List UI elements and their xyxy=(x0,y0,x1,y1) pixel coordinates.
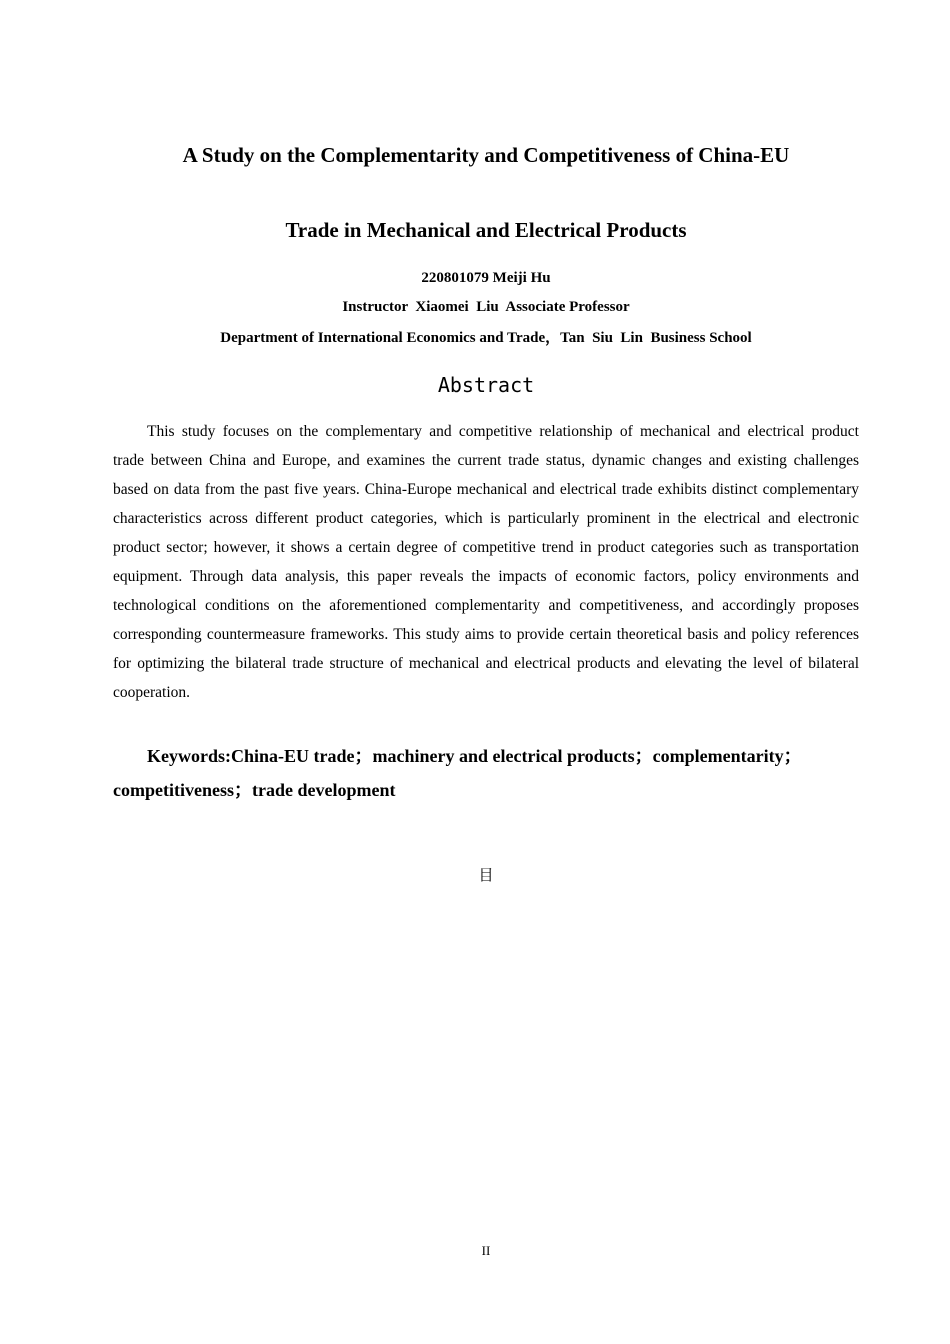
page-number: II xyxy=(481,1243,491,1258)
keywords: Keywords:China-EU trade；machinery and electrical products；complementarity；competitiveness；trade development xyxy=(113,746,802,800)
title-line-1: A Study on the Complementarity and Competitiveness of China-EU xyxy=(182,143,790,167)
toc-heading-fragment: 目 xyxy=(478,866,494,884)
instructor-line: Instructor Xiaomei Liu Associate Professor xyxy=(342,299,630,315)
abstract-heading: Abstract xyxy=(437,373,535,397)
abstract-body: This study focuses on the complementary and competitive relationship of mechanical and electrical product trade between China and Europe, and examines the current trade status, dynamic changes and existing challenges based on data from the past five years. China-Europe mechanical and electrical trade exhibits distinct complementary characteristics across different product categories, which is particularly prominent in the electrical and electronic product sector; however, it shows a certain degree of competitive trend in product categories such as transportation equipment. Through data analysis, this paper reveals the impacts of economic factors, policy environments and technological conditions on the aforementioned complementarity and competitiveness, and accordingly proposes corresponding countermeasure frameworks. This study aims to provide certain theoretical basis and policy references for optimizing the bilateral trade structure of mechanical and electrical products and elevating the level of bilateral cooperation. xyxy=(113,423,859,701)
department-line: Department of International Economics and Trade，Tan Siu Lin Business School xyxy=(220,330,752,346)
author-line: 220801079 Meiji Hu xyxy=(421,270,551,286)
title-line-2: Trade in Mechanical and Electrical Products xyxy=(285,218,687,242)
